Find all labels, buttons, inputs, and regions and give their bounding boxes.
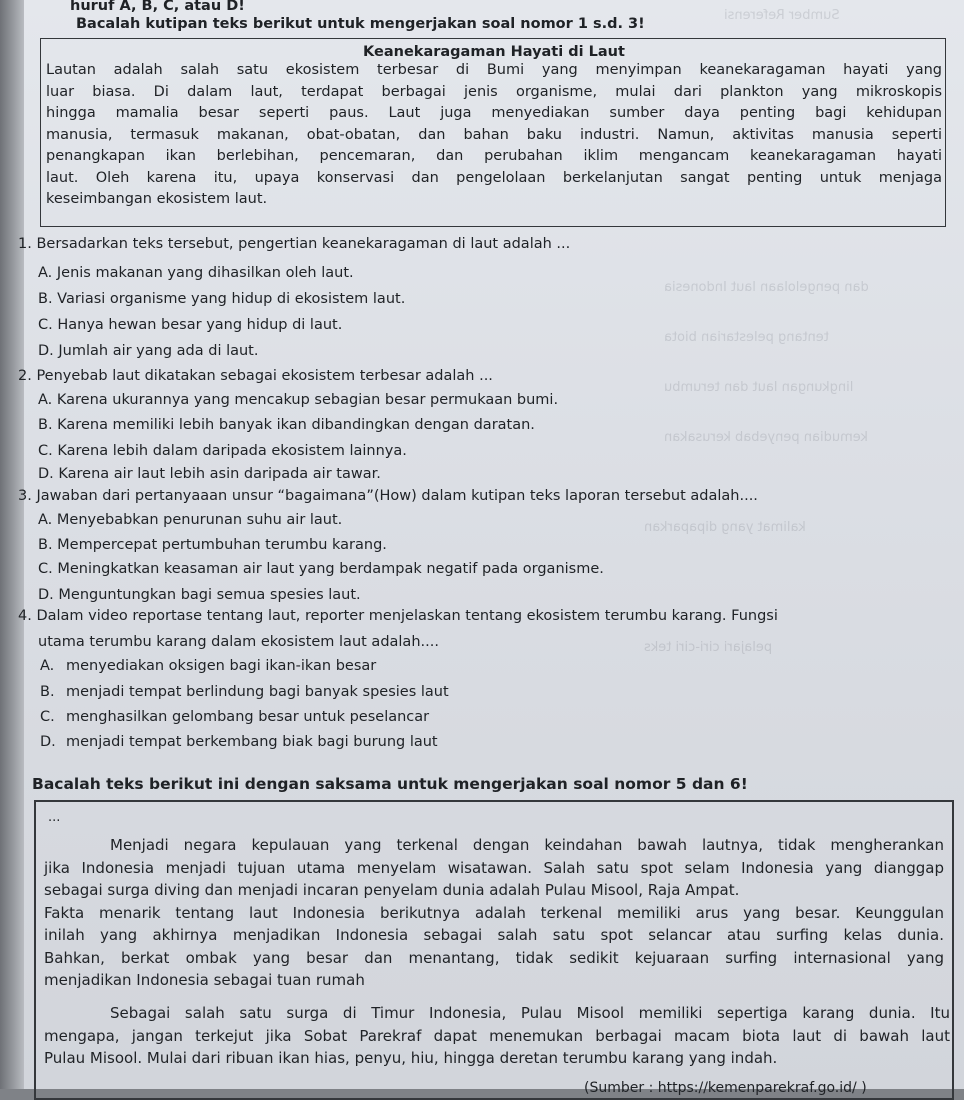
option-letter: C.	[38, 443, 53, 459]
passage1-body	[46, 60, 942, 211]
q1-option-d[interactable]	[38, 343, 258, 359]
option-text: Menguntungkan bagi semua spesies laut.	[58, 587, 361, 603]
passage1-line: keseimbangan ekosistem laut.	[46, 191, 268, 207]
question-3	[18, 486, 758, 506]
worksheet-page	[18, 0, 964, 1096]
q1-option-b[interactable]	[38, 291, 405, 307]
passage2-line: sebagai surga diving dan menjadi incaran penyelam dunia adalah Pulau Misool, Raja Ampat.	[44, 881, 740, 899]
section1-instruction: Bacalah kutipan teks berikut untuk mengerjakan soal nomor 1 s.d. 3!	[76, 16, 645, 32]
option-letter: A.	[40, 658, 55, 674]
option-letter: C.	[40, 709, 55, 725]
option-text: Karena air laut lebih asin daripada air tawar.	[58, 466, 381, 482]
option-letter: A.	[38, 512, 53, 528]
passage1-title: Keanekaragaman Hayati di Laut	[363, 44, 625, 60]
question-text: Bersadarkan teks tersebut, pengertian keanekaragaman di laut adalah ...	[36, 236, 571, 252]
q3-option-b[interactable]	[38, 537, 387, 553]
question-text: Jawaban dari pertanyaaan unsur “bagaimana”(How) dalam kutipan teks laporan tersebut adalah....	[36, 488, 758, 504]
q3-option-c[interactable]	[38, 561, 604, 577]
passage2-line: Menjadi negara kepulauan yang terkenal dengan keindahan bawah lautnya, tidak mengherankan	[110, 836, 944, 854]
passage2-line: Sebagai salah satu surga di Timur Indonesia, Pulau Misool memiliki sepertiga karang dunia. Itu	[110, 1004, 950, 1022]
option-letter: D.	[38, 466, 54, 482]
question-text: Penyebab laut dikatakan sebagai ekosistem terbesar adalah ...	[36, 368, 493, 384]
page-binding-shadow	[0, 0, 24, 1089]
passage1-line: luar biasa. Di dalam laut, terdapat berbagai jenis organisme, mulai dari plankton yang mikroskopis	[46, 83, 942, 100]
passage2-paragraph1	[44, 834, 944, 992]
q4-option-d[interactable]	[40, 734, 438, 750]
option-text: Karena memiliki lebih banyak ikan dibandingkan dengan daratan.	[57, 417, 535, 433]
passage1-line: manusia, termasuk makanan, obat-obatan, dan bahan baku industri. Namun, aktivitas manusia seperti	[46, 126, 942, 143]
question-4-line2: utama terumbu karang dalam ekosistem laut adalah....	[38, 634, 439, 650]
option-text: Variasi organisme yang hidup di ekosistem laut.	[57, 291, 406, 307]
q4-option-a[interactable]	[40, 658, 376, 674]
question-number: 4.	[18, 608, 32, 624]
bleed-through-text: tentang pelestarian biota	[664, 330, 829, 345]
passage2-line: menjadikan Indonesia sebagai tuan rumah	[44, 971, 365, 989]
option-letter: C.	[38, 317, 53, 333]
passage1-line: penangkapan ikan berlebihan, pencemaran, dan perubahan iklim mengancam keanekaragaman hayati	[46, 148, 942, 164]
q2-option-d[interactable]	[38, 466, 381, 482]
question-number: 3.	[18, 488, 32, 504]
q4-option-b[interactable]	[40, 684, 449, 700]
passage2-line: jika Indonesia menjadi tujuan utama menyelam wisatawan. Salah satu spot selam Indonesia yang dianggap	[44, 858, 944, 877]
bleed-through-text: lingkungan laut dan terumbu	[664, 380, 854, 395]
option-letter: C.	[38, 561, 53, 577]
question-text: Dalam video reportase tentang laut, reporter menjelaskan tentang ekosistem terumbu karang. Fungsi	[36, 608, 778, 624]
option-text: menghasilkan gelombang besar untuk peselancar	[66, 709, 430, 725]
q2-option-c[interactable]	[38, 443, 407, 459]
option-text: menjadi tempat berkembang biak bagi burung laut	[66, 734, 438, 750]
option-text: Hanya hewan besar yang hidup di laut.	[57, 317, 343, 333]
q1-option-a[interactable]	[38, 265, 354, 281]
q1-option-c[interactable]	[38, 317, 342, 333]
question-2	[18, 366, 493, 386]
option-letter: B.	[38, 291, 53, 307]
question-number: 1.	[18, 236, 32, 252]
passage2-line: Fakta menarik tentang laut Indonesia berikutnya adalah terkenal memiliki arus yang besar. Keunggulan	[44, 903, 944, 922]
question-number: 2.	[18, 368, 32, 384]
option-text: Menyebabkan penurunan suhu air laut.	[56, 512, 343, 528]
option-letter: B.	[38, 537, 53, 553]
q3-option-a[interactable]	[38, 512, 342, 528]
passage1-line: Lautan adalah salah satu ekosistem terbesar di Bumi yang menyimpan keanekaragaman hayati yang	[46, 62, 942, 78]
passage2-line: Bahkan, berkat ombak yang besar dan menantang, tidak sedikit kejuaraan surfing internasional yang	[44, 948, 944, 967]
option-text: menyediakan oksigen bagi ikan-ikan besar	[66, 658, 377, 674]
option-letter: D.	[38, 587, 54, 603]
bleed-through-text: pelajari ciri-ciri teks	[644, 640, 773, 655]
option-letter: D.	[40, 734, 56, 750]
bleed-through-text: dan pengelolaan laut Indonesia	[664, 280, 869, 295]
question-1	[18, 234, 570, 254]
option-text: Karena lebih dalam daripada ekosistem lainnya.	[57, 443, 407, 459]
q2-option-b[interactable]	[38, 417, 535, 433]
passage2-line: Pulau Misool. Mulai dari ribuan ikan hias, penyu, hiu, hingga deretan terumbu karang yang indah.	[44, 1049, 778, 1067]
passage2-ellipsis: ...	[48, 810, 61, 825]
option-text: Karena ukurannya yang mencakup sebagian besar permukaan bumi.	[56, 392, 559, 408]
bleed-through-text: Sumber Referensi	[724, 8, 840, 23]
option-letter: B.	[40, 684, 55, 700]
question-4	[18, 606, 778, 626]
passage2-source: (Sumber : https://kemenparekraf.go.id/ )	[584, 1080, 867, 1096]
q4-option-c[interactable]	[40, 709, 429, 725]
option-letter: A.	[38, 392, 53, 408]
q2-option-a[interactable]	[38, 392, 558, 408]
option-text: Jumlah air yang ada di laut.	[58, 343, 259, 359]
section2-instruction: Bacalah teks berikut ini dengan saksama untuk mengerjakan soal nomor 5 dan 6!	[32, 775, 748, 793]
option-text: Mempercepat pertumbuhan terumbu karang.	[57, 537, 387, 553]
passage1-line: laut. Oleh karena itu, upaya konservasi dan pengelolaan berkelanjutan sangat penting untuk menjaga	[46, 169, 942, 186]
option-text: Meningkatkan keasaman air laut yang berdampak negatif pada organisme.	[57, 561, 604, 577]
q3-option-d[interactable]	[38, 587, 361, 603]
passage2-line: mengapa, jangan terkejut jika Sobat Parekraf dapat menemukan berbagai macam biota laut di bawah laut	[44, 1026, 950, 1045]
option-text: Jenis makanan yang dihasilkan oleh laut.	[56, 265, 354, 281]
bleed-through-text: kalimat yang dipaparkan	[644, 520, 806, 535]
option-letter: D.	[38, 343, 54, 359]
passage2-paragraph2	[44, 1002, 950, 1070]
bleed-through-text: kemudian penyebab kerusakan	[664, 430, 868, 445]
option-letter: B.	[38, 417, 53, 433]
passage1-line: hingga mamalia besar seperti paus. Laut juga menyediakan sumber daya penting bagi kehidupan	[46, 105, 942, 121]
option-text: menjadi tempat berlindung bagi banyak spesies laut	[66, 684, 449, 700]
option-letter: A.	[38, 265, 53, 281]
instruction-tail: huruf A, B, C, atau D!	[70, 0, 245, 14]
passage2-line: inilah yang akhirnya menjadikan Indonesia sebagai salah satu spot selancar atau surfing kelas dunia.	[44, 926, 944, 944]
